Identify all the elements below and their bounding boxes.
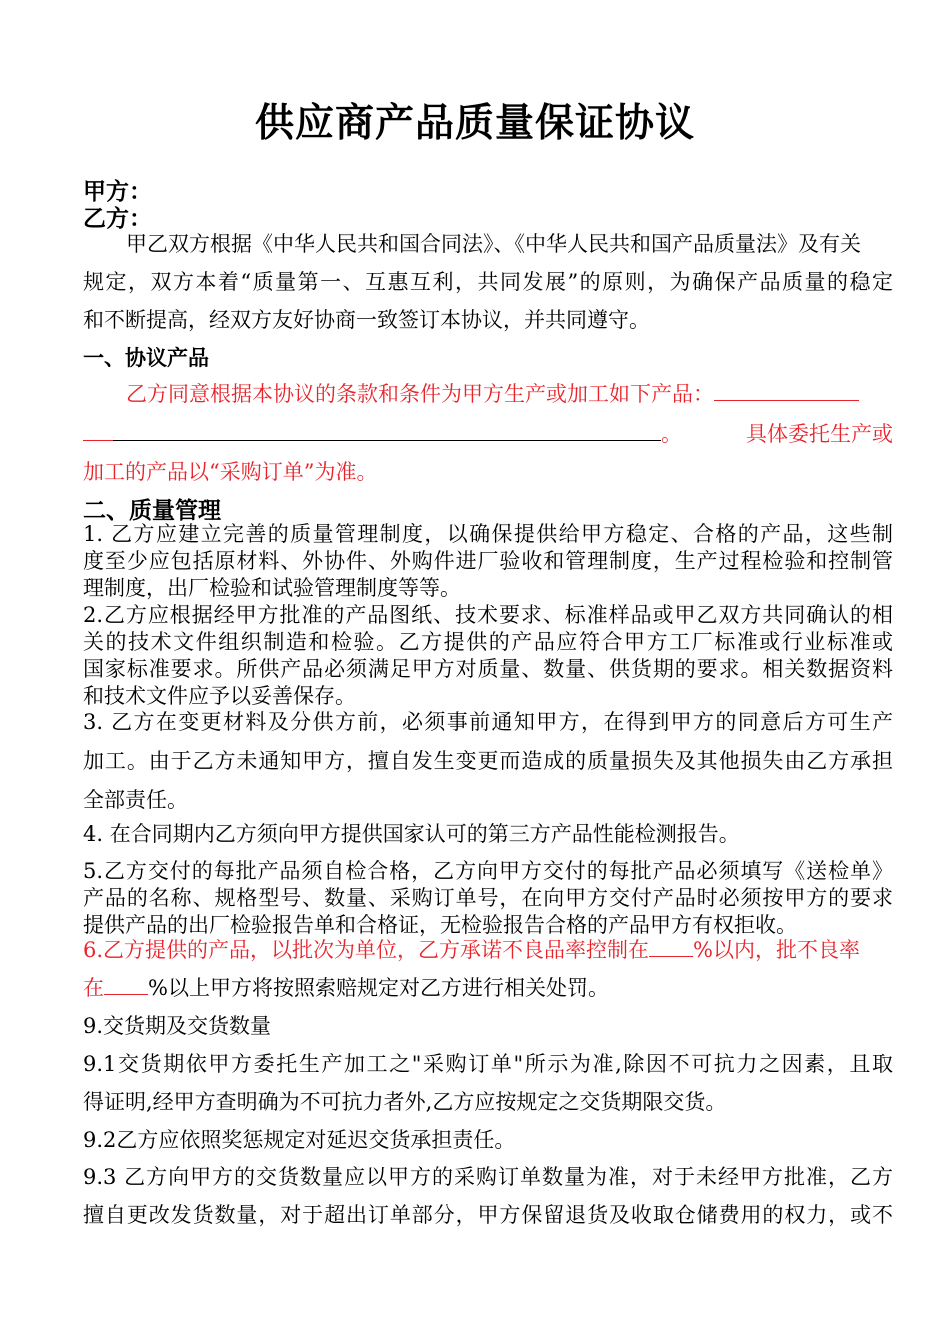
s2-p2-line-4: 和技术文件应予以妥善保存。 <box>83 684 356 708</box>
s9-p3-line-1: 9.3 乙方向甲方的交货数量应以甲方的采购订单数量为准，对于未经甲方批准，乙方 <box>83 1165 893 1189</box>
s2-p6-text-b: %以内，批不良率 <box>693 938 861 962</box>
s2-p6-line-2 <box>83 972 893 1002</box>
section-9-heading: 9.交货期及交货数量 <box>83 1014 272 1038</box>
product-blank-2a <box>83 422 113 441</box>
document-title: 供应商产品质量保证协议 <box>254 101 695 146</box>
party-b-label: 乙方： <box>83 206 152 232</box>
s2-p6-text-a: 6.乙方提供的产品，以批次为单位，乙方承诺不良品率控制在 <box>83 938 650 962</box>
intro-line-2: 规定，双方本着“质量第一、互惠互利，共同发展”的原则，为确保产品质量的稳定 <box>83 270 893 294</box>
defect-rate-blank-1 <box>649 938 693 957</box>
s2-p1-line-1: 1. 乙方应建立完善的质量管理制度，以确保提供给甲方稳定、合格的产品，这些制 <box>83 522 893 546</box>
s2-p2-line-3: 国家标准要求。所供产品必须满足甲方对质量、数量、供货期的要求。相关数据资料 <box>83 657 893 681</box>
s2-p6-text-d: %以上甲方将按照索赔规定对乙方进行相关处罚。 <box>148 976 609 1000</box>
defect-rate-blank-2 <box>104 976 148 995</box>
section-1-heading: 一、协议产品 <box>83 346 209 370</box>
section-1-line-3: 加工的产品以“采购订单”为准。 <box>83 460 378 484</box>
section-1-text-2: 具体委托生产或 <box>746 422 893 446</box>
section-1-line-2 <box>83 418 893 448</box>
section-1-period: 。 <box>661 422 682 446</box>
intro-line-3: 和不断提高，经双方友好协商一致签订本协议，并共同遵守。 <box>83 308 650 332</box>
s2-p6-line-1 <box>83 934 893 964</box>
s2-p6-text-c: 在 <box>83 976 104 1000</box>
s2-p5-line-1: 5.乙方交付的每批产品须自检合格，乙方向甲方交付的每批产品必须填写《送检单》 <box>83 859 893 883</box>
s9-p3-line-2: 擅自更改发货数量，对于超出订单部分，甲方保留退货及收取仓储费用的权力，或不 <box>83 1203 893 1227</box>
section-1-text-1: 乙方同意根据本协议的条款和条件为甲方生产或加工如下产品： <box>126 382 714 406</box>
s2-p5-line-2: 产品的名称、规格型号、数量、采购订单号，在向甲方交付产品时必须按甲方的要求 <box>83 886 893 910</box>
party-a-label: 甲方： <box>83 179 152 205</box>
s2-p1-line-3: 理制度，出厂检验和试验管理制度等等。 <box>83 576 461 600</box>
s2-p3-line-3: 全部责任。 <box>83 788 188 812</box>
s2-p2-line-2: 关的技术文件组织制造和检验。乙方提供的产品应符合甲方工厂标准或行业标准或 <box>83 630 893 654</box>
s2-p4: 4. 在合同期内乙方须向甲方提供国家认可的第三方产品性能检测报告。 <box>83 822 740 846</box>
s2-p1-line-2: 度至少应包括原材料、外协件、外购件进厂验收和管理制度，生产过程检验和控制管 <box>83 549 893 573</box>
s9-p1-line-2: 得证明,经甲方查明确为不可抗力者外,乙方应按规定之交货期限交货。 <box>83 1090 727 1114</box>
s2-p5-line-3: 提供产品的出厂检验报告单和合格证，无检验报告合格的产品甲方有权拒收。 <box>83 913 797 937</box>
section-2-heading: 二、质量管理 <box>83 498 221 524</box>
intro-line-1: 甲乙双方根据《中华人民共和国合同法》、《中华人民共和国产品质量法》及有关 <box>126 232 861 256</box>
s9-p2: 9.2乙方应依照奖惩规定对延迟交货承担责任。 <box>83 1128 516 1152</box>
product-blank-1 <box>714 382 859 401</box>
s2-p3-line-1: 3. 乙方在变更材料及分供方前，必须事前通知甲方，在得到甲方的同意后方可生产 <box>83 710 893 734</box>
s2-p3-line-2: 加工。由于乙方未通知甲方，擅自发生变更而造成的质量损失及其他损失由乙方承担 <box>83 749 893 773</box>
s9-p1-line-1: 9.1交货期依甲方委托生产加工之"采购订单"所示为准,除因不可抗力之因素，且取 <box>83 1052 893 1076</box>
product-blank-2b <box>113 422 661 441</box>
section-1-line-1 <box>83 378 893 408</box>
s2-p2-line-1: 2.乙方应根据经甲方批准的产品图纸、技术要求、标准样品或甲乙双方共同确认的相 <box>83 603 893 627</box>
